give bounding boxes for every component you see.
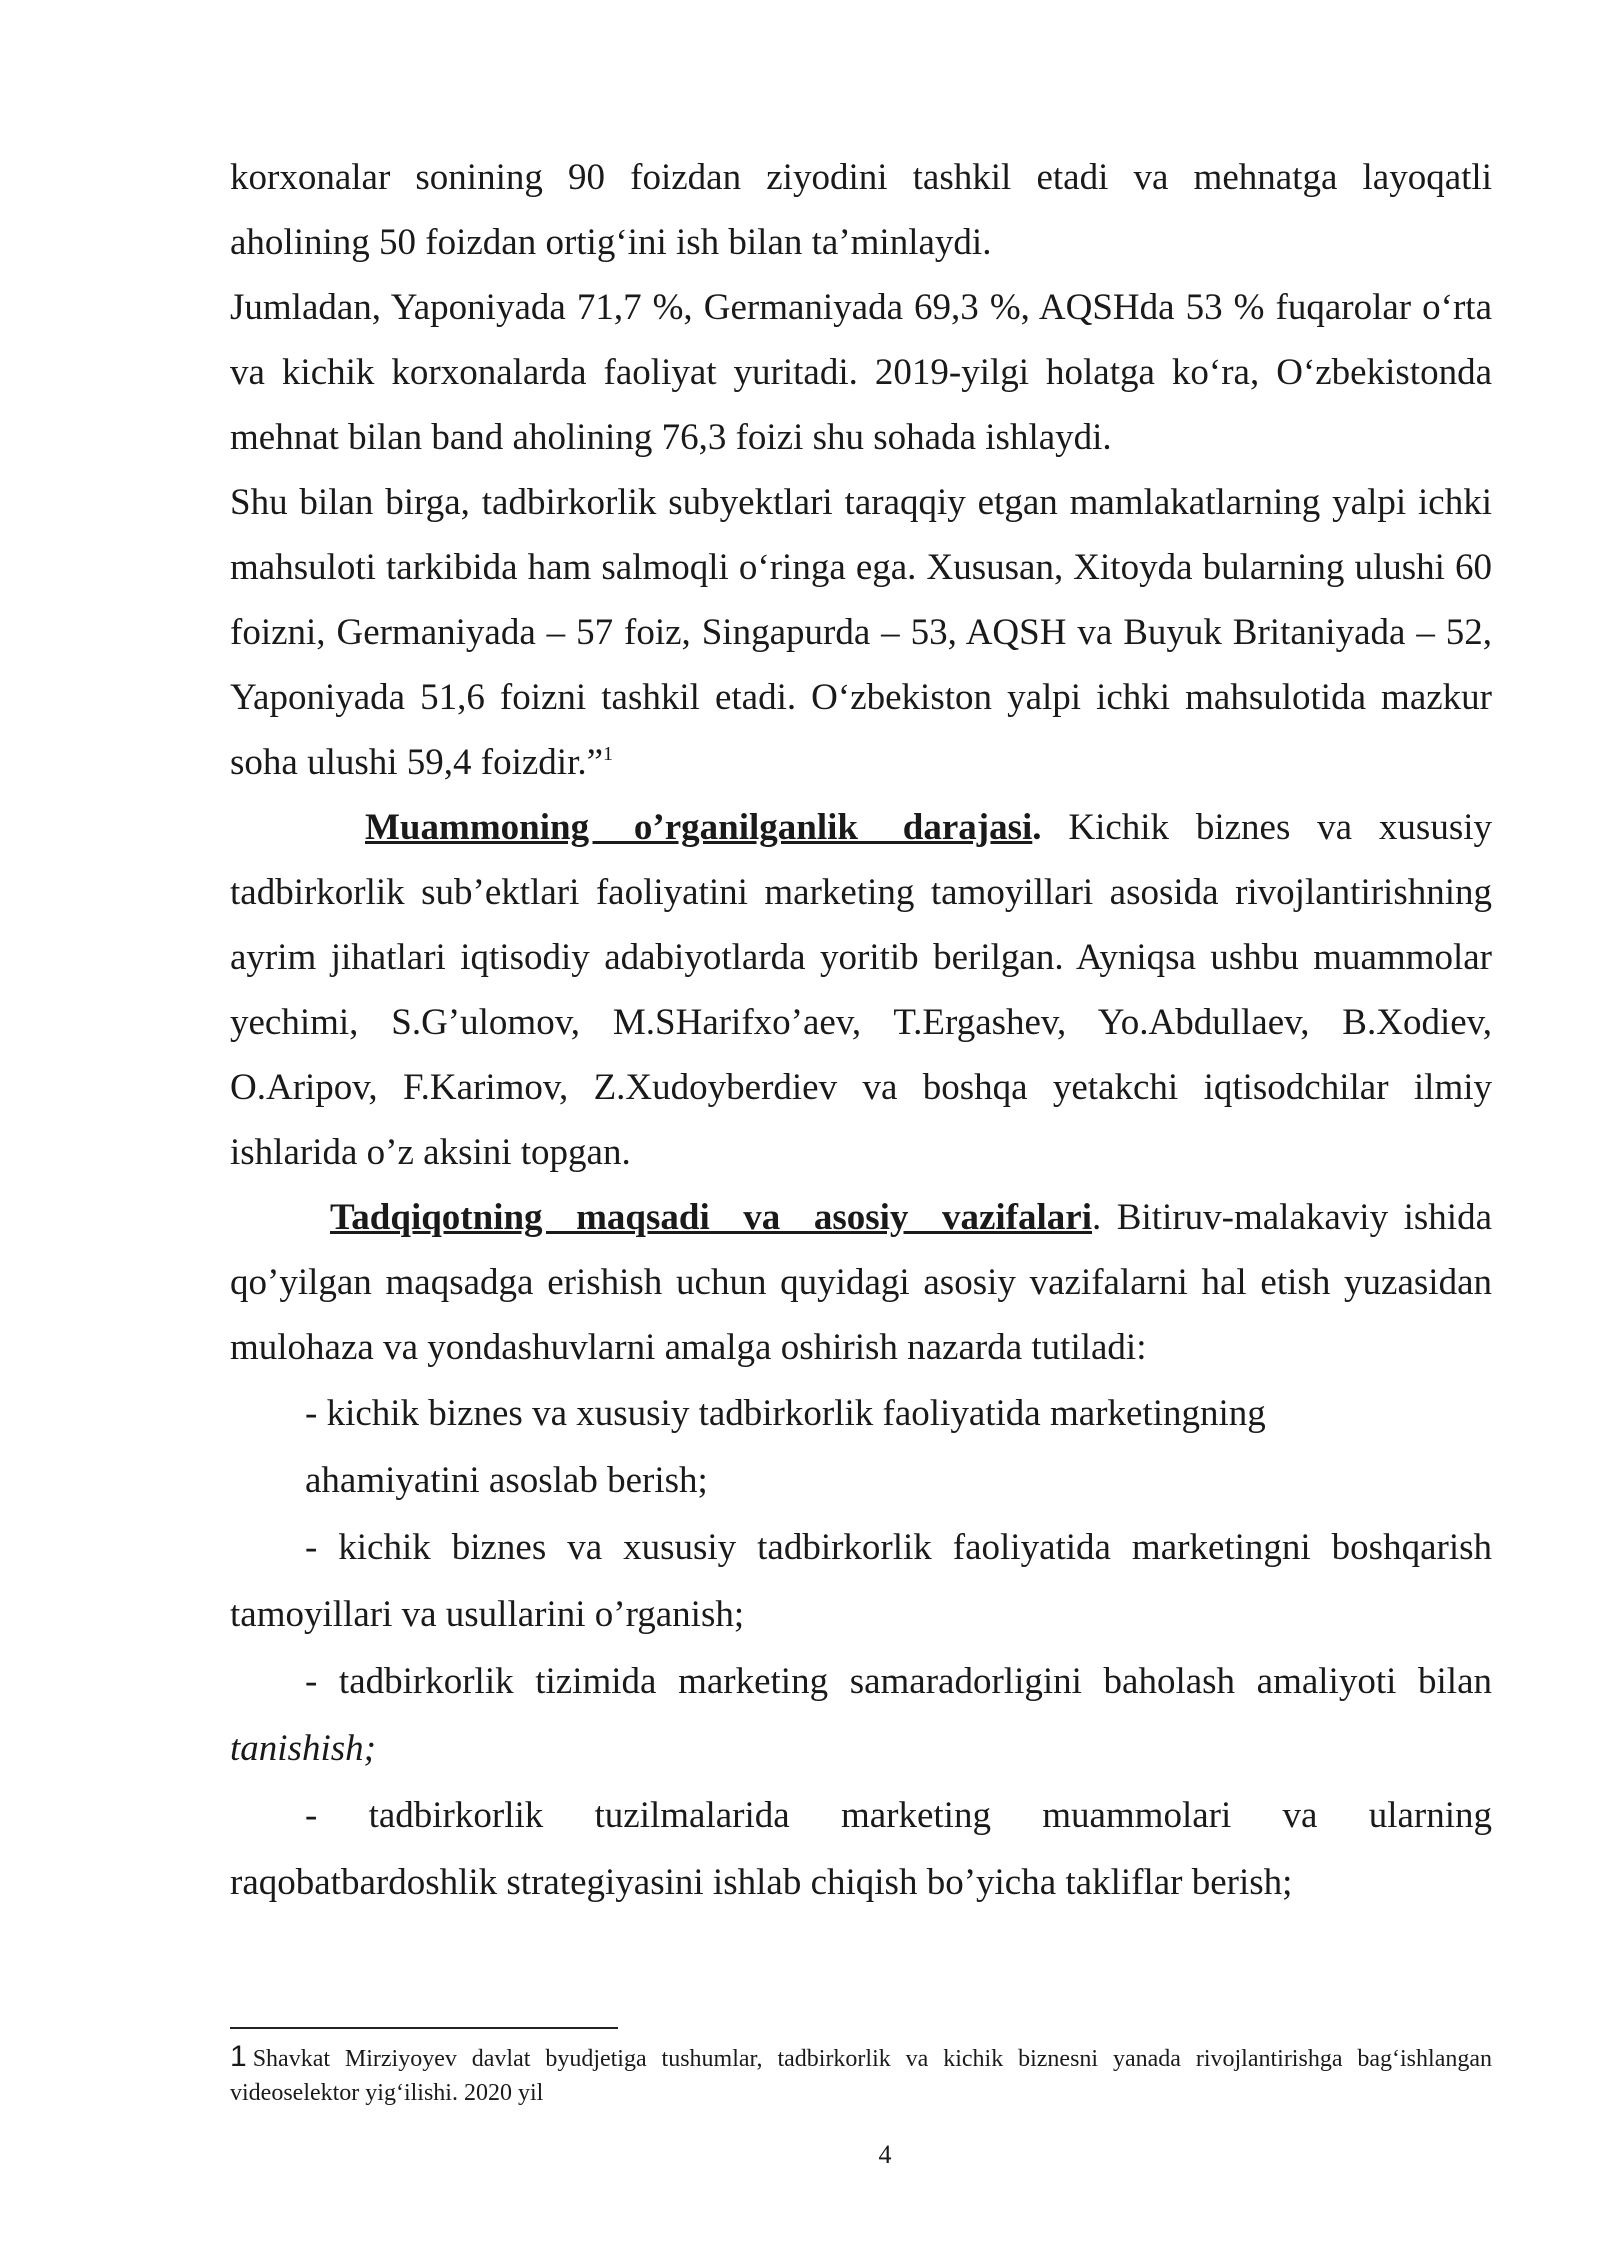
footnote-text: Shavkat Mirziyoyev davlat byudjetiga tushumlar, tadbirkorlik va kichik biznesni yanada rivojlantirishga bag‘ishlangan videoselektor yig‘ilishi. 2020 yil <box>230 2046 1492 2106</box>
page-number: 4 <box>878 2140 892 2169</box>
footnote-number: 1 <box>230 2040 247 2073</box>
footnote-separator <box>230 2027 618 2029</box>
task-item-3 <box>230 1648 1492 1782</box>
paragraph-research-goals <box>230 1185 1492 1380</box>
task-item-1: - kichik biznes va xususiy tadbirkorlik faoliyatida marketingning <box>305 1393 1266 1434</box>
task-item-3-italic: tanishish; <box>230 1728 376 1769</box>
task-item-1-continuation: ahamiyatini asoslab berish; <box>305 1460 708 1501</box>
footnote <box>230 2040 1492 2110</box>
paragraph-research-level-text: Kichik biznes va xususiy tadbirkorlik sub’ektlari faoliyatini marketing tamoyillari asosida rivojlantirishning ayrim jihatlari iqtisodiy adabiyotlarda yoritib berilgan. Ayniqsa ushbu muammolar yechimi, S.G’ulomov, M.SHarifxo’aev, T.Ergashev, Yo.Abdullaev, B.Xodiev, O.Aripov, F.Karimov, Z.Xudoyberdiev va boshqa yetakchi iqtisodchilar ilmiy ishlarida o’z aksini topgan. <box>230 807 1492 1173</box>
paragraph-statistics: Jumladan, Yaponiyada 71,7 %, Germaniyada 69,3 %, AQSHda 53 % fuqarolar o‘rta va kichik korxonalarda faoliyat yuritadi. 2019-yilgi holatga ko‘ra, O‘zbekistonda mehnat bilan band aholining 76,3 foizi shu sohada ishlaydi. <box>230 287 1492 458</box>
task-item-2: - kichik biznes va xususiy tadbirkorlik faoliyatida marketingni boshqarish tamoyillari va usullarini o’rganish; <box>230 1527 1492 1635</box>
task-item-3-text: - tadbirkorlik tizimida marketing samaradorligini baholash amaliyoti bilan <box>305 1661 1492 1702</box>
footnote-reference[interactable]: 1 <box>603 743 614 765</box>
task-item-4: - tadbirkorlik tuzilmalarida marketing muammolari va ularning raqobatbardoshlik strategiyasini ishlab chiqish bo’yicha takliflar berish; <box>230 1795 1492 1903</box>
paragraph-gdp-share-text: Shu bilan birga, tadbirkorlik subyektlari taraqqiy etgan mamlakatlarning yalpi ichki mahsuloti tarkibida ham salmoqli o‘ringa ega. Xususan, Xitoyda bularning ulushi 60 foizni, Germaniyada – 57 foiz, Singapurda – 53, AQSH va Buyuk Britaniyada – 52, Yaponiyada 51,6 foizni tashkil etadi. O‘zbekiston yalpi ichki mahsulotida mazkur soha ulushi 59,4 foizdir.” <box>230 482 1492 783</box>
paragraph-research-level <box>230 795 1492 1185</box>
paragraph-gdp-share <box>230 470 1492 795</box>
page-body <box>230 145 1492 1916</box>
paragraph-research-goals-text: . Bitiruv-malakaviy ishida qo’yilgan maqsadga erishish uchun quyidagi asosiy vazifalarni hal etish yuzasidan mulohaza va yondashuvlarni amalga oshirish nazarda tutiladi: <box>230 1197 1492 1368</box>
section-heading-punctuation: . <box>1032 807 1042 848</box>
section-heading-research-goals: Tadqiqotning maqsadi va asosiy vazifalari <box>330 1197 1092 1238</box>
paragraph-intro: korxonalar sonining 90 foizdan ziyodini tashkil etadi va mehnatga layoqatli aholining 50 foizdan ortig‘ini ish bilan ta’minlaydi. <box>230 157 1492 263</box>
section-heading-research-level: Muammoning o’rganilganlik darajasi <box>365 807 1033 848</box>
